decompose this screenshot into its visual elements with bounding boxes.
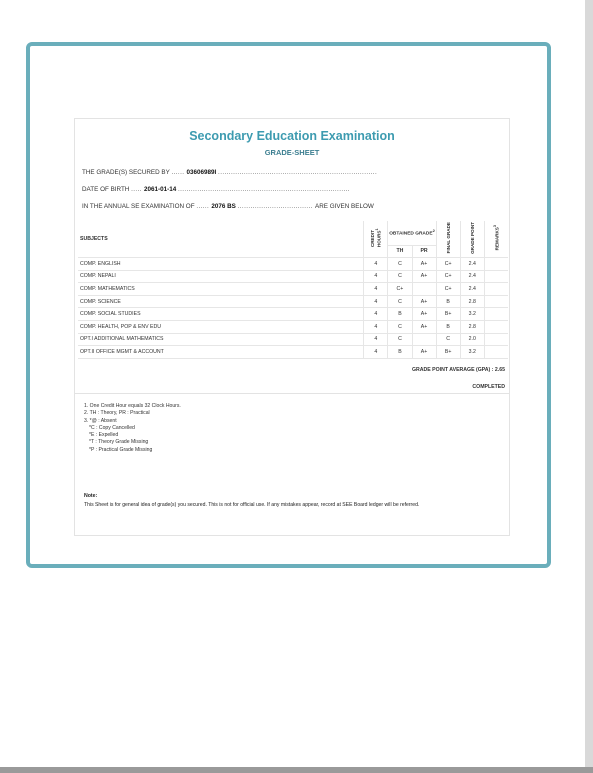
practical-grade	[412, 283, 436, 296]
remarks	[484, 258, 508, 271]
obtained-grade-header: OBTAINED GRADE$^2$	[388, 221, 436, 245]
subjects-header: SUBJECTS	[78, 221, 364, 258]
final-grade: B+	[436, 346, 460, 359]
credit-hours-header: CREDIT HOURS$^1$	[364, 221, 388, 258]
theory-grade: C+	[388, 283, 412, 296]
grades-secured-line: THE GRADE(S) SECURED BY ...... 03606989I ..........................................................................	[82, 169, 378, 176]
footnote: *P : Practical Grade Missing	[89, 446, 153, 453]
dob-label: DATE OF BIRTH	[82, 186, 130, 193]
exam-label: IN THE ANNUAL SE EXAMINATION OF	[82, 203, 195, 210]
final-grade: C	[436, 333, 460, 346]
exam-line: IN THE ANNUAL SE EXAMINATION OF ...... 2076 BS ................................... ARE GIVEN BELOW	[82, 203, 374, 210]
footnote: *C : Copy Cancelled	[89, 424, 135, 431]
subject-name: COMP. NEPALI	[78, 270, 364, 283]
credit-hours: 4	[364, 283, 388, 296]
grade-point: 3.2	[460, 346, 484, 359]
page-edge-shadow	[585, 0, 593, 773]
table-row	[78, 333, 508, 346]
page-bottom-edge	[0, 767, 593, 773]
note-text: This Sheet is for general idea of grade(s) you secured. This is not for official use. If any mistakes appear, record at SEE Board ledger will be referred.	[84, 502, 420, 508]
practical-grade: A+	[412, 308, 436, 321]
note-heading: Note:	[84, 493, 98, 499]
remarks	[484, 270, 508, 283]
table-row	[78, 346, 508, 359]
grade-point: 2.4	[460, 283, 484, 296]
grade-point: 3.2	[460, 308, 484, 321]
practical-grade: A+	[412, 321, 436, 334]
remarks-header: REMARKS$^3$	[484, 221, 508, 258]
grades-secured-label: THE GRADE(S) SECURED BY	[82, 169, 170, 176]
credit-hours: 4	[364, 258, 388, 271]
credit-hours: 4	[364, 295, 388, 308]
practical-grade: A+	[412, 295, 436, 308]
subject-name: COMP. SCIENCE	[78, 295, 364, 308]
table-row	[78, 321, 508, 334]
subject-name: OPT.II OFFICE MGMT & ACCOUNT	[78, 346, 364, 359]
theory-grade: C	[388, 321, 412, 334]
grade-point-header: GRADE POINT	[460, 221, 484, 258]
footnote: *E : Expelled	[89, 432, 119, 439]
practical-grade: A+	[412, 270, 436, 283]
remarks	[484, 333, 508, 346]
remarks	[484, 283, 508, 296]
subject-name: COMP. ENGLISH	[78, 258, 364, 271]
credit-hours: 4	[364, 333, 388, 346]
exam-year: 2076 BS	[211, 203, 236, 210]
grade-point: 2.4	[460, 258, 484, 271]
table-row	[78, 295, 508, 308]
practical-grade: A+	[412, 258, 436, 271]
result-status: COMPLETED	[472, 384, 505, 390]
footnote: 1. One Credit Hour equals 32 Clock Hours.	[84, 403, 181, 409]
remarks	[484, 295, 508, 308]
theory-grade: C	[388, 295, 412, 308]
practical-grade: A+	[412, 346, 436, 359]
table-row	[78, 308, 508, 321]
grade-point: 2.4	[460, 270, 484, 283]
footnote: 2. TH : Theory, PR : Practical	[84, 410, 150, 417]
dob-line: DATE OF BIRTH ..... 2061-01-14 ................................................................................	[82, 186, 350, 193]
final-grade: C+	[436, 270, 460, 283]
remarks	[484, 321, 508, 334]
subject-name: COMP. HEALTH, POP & ENV EDU	[78, 321, 364, 334]
subject-name: COMP. SOCIAL STUDIES	[78, 308, 364, 321]
table-row	[78, 258, 508, 271]
theory-grade: B	[388, 308, 412, 321]
subject-name: COMP. MATHEMATICS	[78, 283, 364, 296]
final-grade: C+	[436, 283, 460, 296]
theory-grade: C	[388, 258, 412, 271]
remarks	[484, 346, 508, 359]
grade-point: 2.0	[460, 333, 484, 346]
final-grade: B+	[436, 308, 460, 321]
exam-title: Secondary Education Examination	[189, 129, 395, 143]
footnotes	[84, 403, 181, 454]
th-header: TH	[388, 245, 412, 258]
grades-table	[78, 221, 508, 359]
footnote: *T : Theory Grade Missing	[89, 439, 149, 446]
credit-hours: 4	[364, 308, 388, 321]
table-row	[78, 283, 508, 296]
sheet-subtitle: GRADE-SHEET	[264, 148, 320, 157]
grade-point: 2.8	[460, 321, 484, 334]
practical-grade	[412, 333, 436, 346]
table-row	[78, 270, 508, 283]
pr-header: PR	[412, 245, 436, 258]
subject-name: OPT.I ADDITIONAL MATHEMATICS	[78, 333, 364, 346]
table-header-row	[78, 221, 508, 245]
section-divider	[75, 393, 509, 394]
date-of-birth: 2061-01-14	[144, 186, 177, 193]
theory-grade: C	[388, 333, 412, 346]
credit-hours: 4	[364, 346, 388, 359]
final-grade: B	[436, 295, 460, 308]
theory-grade: B	[388, 346, 412, 359]
credit-hours: 4	[364, 321, 388, 334]
credit-hours: 4	[364, 270, 388, 283]
symbol-number: 03606989I	[186, 169, 217, 176]
grade-point: 2.8	[460, 295, 484, 308]
final-grade-header: FINAL GRADE	[436, 221, 460, 258]
remarks	[484, 308, 508, 321]
gpa-summary: GRADE POINT AVERAGE (GPA) : 2.65	[411, 367, 505, 373]
footnote: 3. *@ : Absent	[84, 417, 117, 424]
grade-sheet	[74, 118, 510, 536]
final-grade: C+	[436, 258, 460, 271]
theory-grade: C	[388, 270, 412, 283]
given-below-label: ARE GIVEN BELOW	[315, 203, 374, 210]
final-grade: B	[436, 321, 460, 334]
